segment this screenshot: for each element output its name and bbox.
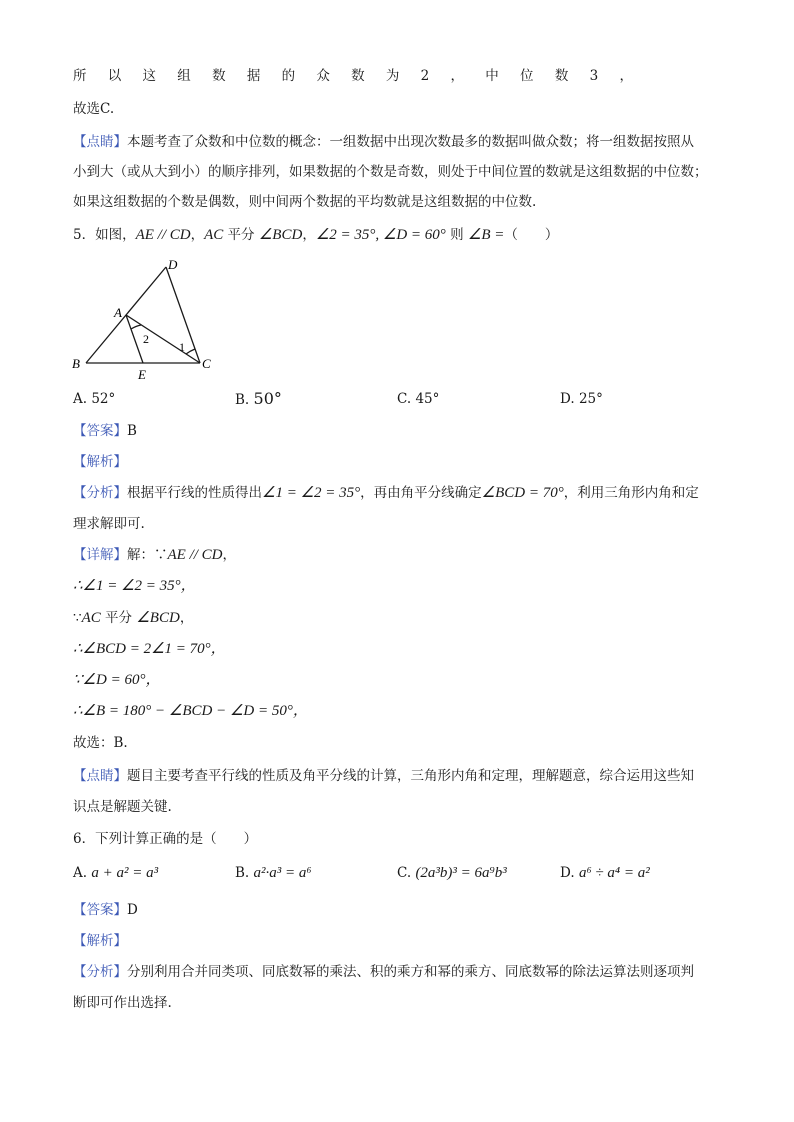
q5-detail-line-2: ∴∠1 = ∠2 = 35°， <box>73 578 196 594</box>
q5-answer: 【答案】B <box>73 423 137 439</box>
review-tag: 【点睛】 <box>73 134 127 150</box>
q5-option-b[interactable]: B. 50° <box>235 389 282 408</box>
q5-analysis-heading: 【解析】 <box>73 454 127 470</box>
q5-detail-line-4: ∴∠BCD = 2∠1 = 70°， <box>73 641 226 657</box>
q5-fenxi-line-2: 理求解即可. <box>73 516 145 532</box>
prev-review-line-2: 小到大（或从大到小）的顺序排列，如果数据的个数是奇数，则处于中间位置的数就是这组数据的中位数； <box>73 164 708 180</box>
prev-answer-line: 所 以 这 组 数 据 的 众 数 为 2 ， 中 位 数 3 ， <box>73 68 633 84</box>
q6-analysis-heading: 【解析】 <box>73 933 127 949</box>
segment-ae <box>126 315 143 363</box>
q5-option-a[interactable]: A. 52° <box>73 391 116 407</box>
angle-2-arc <box>131 325 141 329</box>
q6-fenxi-line-1: 【分析】分别利用合并同类项、同底数幂的乘法、积的乘方和幂的乘方、同底数幂的除法运算法则逐项判 <box>73 964 694 980</box>
q5-detail-line-3: ∵AC 平分 ∠BCD， <box>73 610 194 626</box>
q5-detail-line-5: ∵∠D = 60°， <box>73 672 161 688</box>
label-c: C <box>202 356 211 371</box>
q6-option-b[interactable]: B. a²·a³ = a⁶ <box>235 865 312 881</box>
q5-fenxi-line-1: 【分析】根据平行线的性质得出∠1 = ∠2 = 35°，再由角平分线确定∠BCD = 70°，利用三角形内角和定 <box>73 485 699 501</box>
q6-option-d[interactable]: D. a⁶ ÷ a⁴ = a² <box>560 865 650 881</box>
angle-1-arc <box>186 349 195 354</box>
q5-review-line-1: 【点睛】题目主要考查平行线的性质及角平分线的计算，三角形内角和定理，理解题意，综合运用这些知 <box>73 768 694 784</box>
q5-detail-line-6: ∴∠B = 180° − ∠BCD − ∠D = 50°， <box>73 703 308 719</box>
q5-detail-line-7: 故选：B. <box>73 735 128 751</box>
q6-fenxi-line-2: 断即可作出选择. <box>73 995 172 1011</box>
segment-ac <box>126 315 200 363</box>
label-1: 1 <box>179 340 185 354</box>
q5-stem: 5．如图，AE // CD，AC 平分 ∠BCD，∠2 = 35°, ∠D = 60° 则 ∠B =（ ） <box>73 227 559 243</box>
q5-triangle-figure <box>68 255 228 385</box>
label-d: D <box>168 257 178 272</box>
prev-answer-choice: 故选C. <box>73 101 115 117</box>
label-e: E <box>138 367 146 382</box>
q6-option-c[interactable]: C. (2a³b)³ = 6a⁹b³ <box>397 865 507 881</box>
q5-option-d[interactable]: D. 25° <box>560 391 603 407</box>
q5-review-line-2: 识点是解题关键. <box>73 799 172 815</box>
q5-detail-line-1: 【详解】解：∵AE // CD， <box>73 547 236 563</box>
label-2: 2 <box>143 332 149 346</box>
q6-answer: 【答案】D <box>73 902 138 918</box>
label-b: B <box>72 356 80 371</box>
prev-review-line-3: 如果这组数据的个数是偶数，则中间两个数据的平均数就是这组数据的中位数. <box>73 194 537 210</box>
label-a: A <box>114 305 122 320</box>
q5-option-c[interactable]: C. 45° <box>397 391 440 407</box>
q6-stem: 6．下列计算正确的是（ ） <box>73 831 258 847</box>
prev-review-line-1: 【点睛】本题考查了众数和中位数的概念：一组数据中出现次数最多的数据叫做众数；将一组数据按照从 <box>73 134 694 150</box>
q6-option-a[interactable]: A. a + a² = a³ <box>73 865 159 881</box>
